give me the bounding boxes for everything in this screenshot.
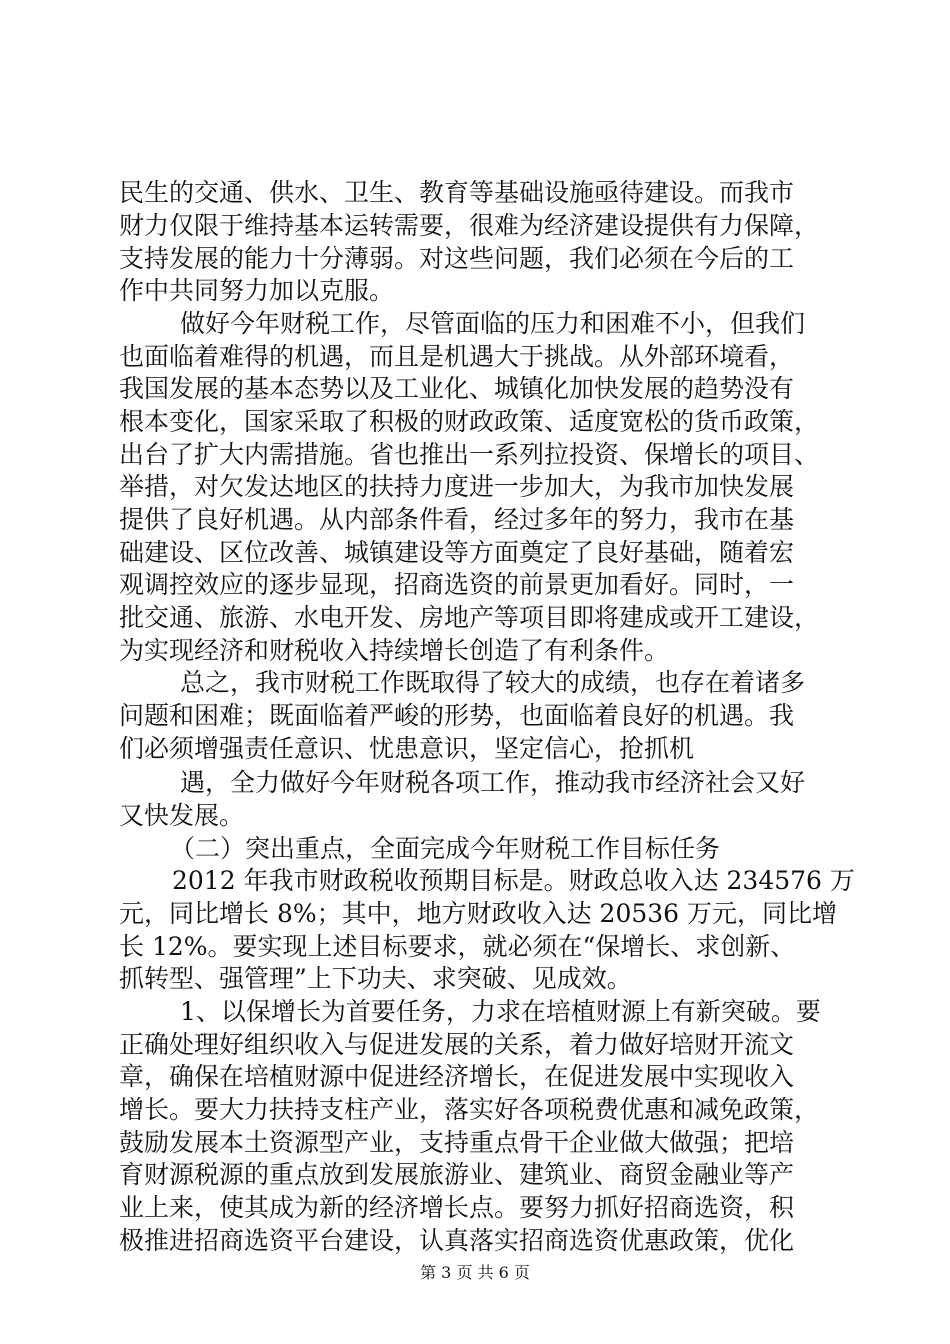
body-text-line: 增长。要大力扶持支柱产业，落实好各项税费优惠和减免政策， [119,1095,820,1124]
body-text-line: 极推进招商选资平台建设，认真落实招商选资优惠政策，优化 [119,1226,795,1255]
body-text-line: 也面临着难得的机遇，而且是机遇大于挑战。从外部环境看， [119,342,795,371]
page-number-footer: 第 3 页 共 6 页 [420,1263,530,1282]
body-text-line: 批交通、旅游、水电开发、房地产等项目即将建成或开工建设， [119,603,820,632]
body-text-line: 支持发展的能力十分薄弱。对这些问题，我们必须在今后的工 [119,244,795,273]
body-text-line: 又快发展。 [119,801,245,830]
body-text-line: 础建设、区位改善、城镇建设等方面奠定了良好基础，随着宏 [119,538,795,567]
body-text-line: 举措，对欠发达地区的扶持力度进一步加大，为我市加快发展 [119,472,795,501]
body-text-line: 正确处理好组织收入与促进发展的关系，着力做好培财开流文 [119,1030,795,1059]
body-text-line: 做好今年财税工作，尽管面临的压力和困难不小，但我们 [180,309,806,338]
body-text-line: 2012 年我市财政税收预期目标是。财政总收入达 234576 万 [172,866,855,895]
body-text-line: 我国发展的基本态势以及工业化、城镇化加快发展的趋势没有 [119,374,795,403]
body-text-line: 章，确保在培植财源中促进经济增长，在促进发展中实现收入 [119,1062,795,1091]
body-text-line: 根本变化，国家采取了积极的财政政策、适度宽松的货币政策， [119,407,820,436]
body-text-line: 观调控效应的逐步显现，招商选资的前景更加看好。同时，一 [119,570,795,599]
body-text-line: 财力仅限于维持基本运转需要，很难为经济建设提供有力保障， [119,211,820,240]
body-text-line: 作中共同努力加以克服。 [119,276,395,305]
body-text-line: 出台了扩大内需措施。省也推出一系列拉投资、保增长的项目、 [119,440,820,469]
body-text-line: 1、以保增长为首要任务，力求在培植财源上有新突破。要 [180,997,821,1026]
body-text-line: 遇，全力做好今年财税各项工作，推动我市经济社会又好 [180,768,806,797]
body-text-line: 育财源税源的重点放到发展旅游业、建筑业、商贸金融业等产 [119,1160,795,1189]
body-text-line: 长 12%。要实现上述目标要求，就必须在“保增长、求创新、 [119,932,796,961]
body-text-line: 总之，我市财税工作既取得了较大的成绩，也存在着诸多 [180,668,806,697]
body-text-line: 提供了良好机遇。从内部条件看，经过多年的努力，我市在基 [119,505,795,534]
body-text-line: 民生的交通、供水、卫生、教育等基础设施亟待建设。而我市 [119,178,795,207]
body-text-line: 为实现经济和财税收入持续增长创造了有利条件。 [119,636,670,665]
section-heading: （二）突出重点，全面完成今年财税工作目标任务 [170,834,721,863]
body-text-line: 鼓励发展本土资源型产业，支持重点骨干企业做大做强；把培 [119,1128,795,1157]
body-text-line: 问题和困难；既面临着严峻的形势，也面临着良好的机遇。我 [119,701,795,730]
body-text-line: 元，同比增长 8%；其中，地方财政收入达 20536 万元，同比增 [119,899,838,928]
body-text-line: 抓转型、强管理”上下功夫、求突破、见成效。 [119,964,632,993]
body-text-line: 业上来，使其成为新的经济增长点。要努力抓好招商选资，积 [119,1193,795,1222]
body-text-line: 们必须增强责任意识、忧患意识，坚定信心，抢抓机 [119,734,695,763]
